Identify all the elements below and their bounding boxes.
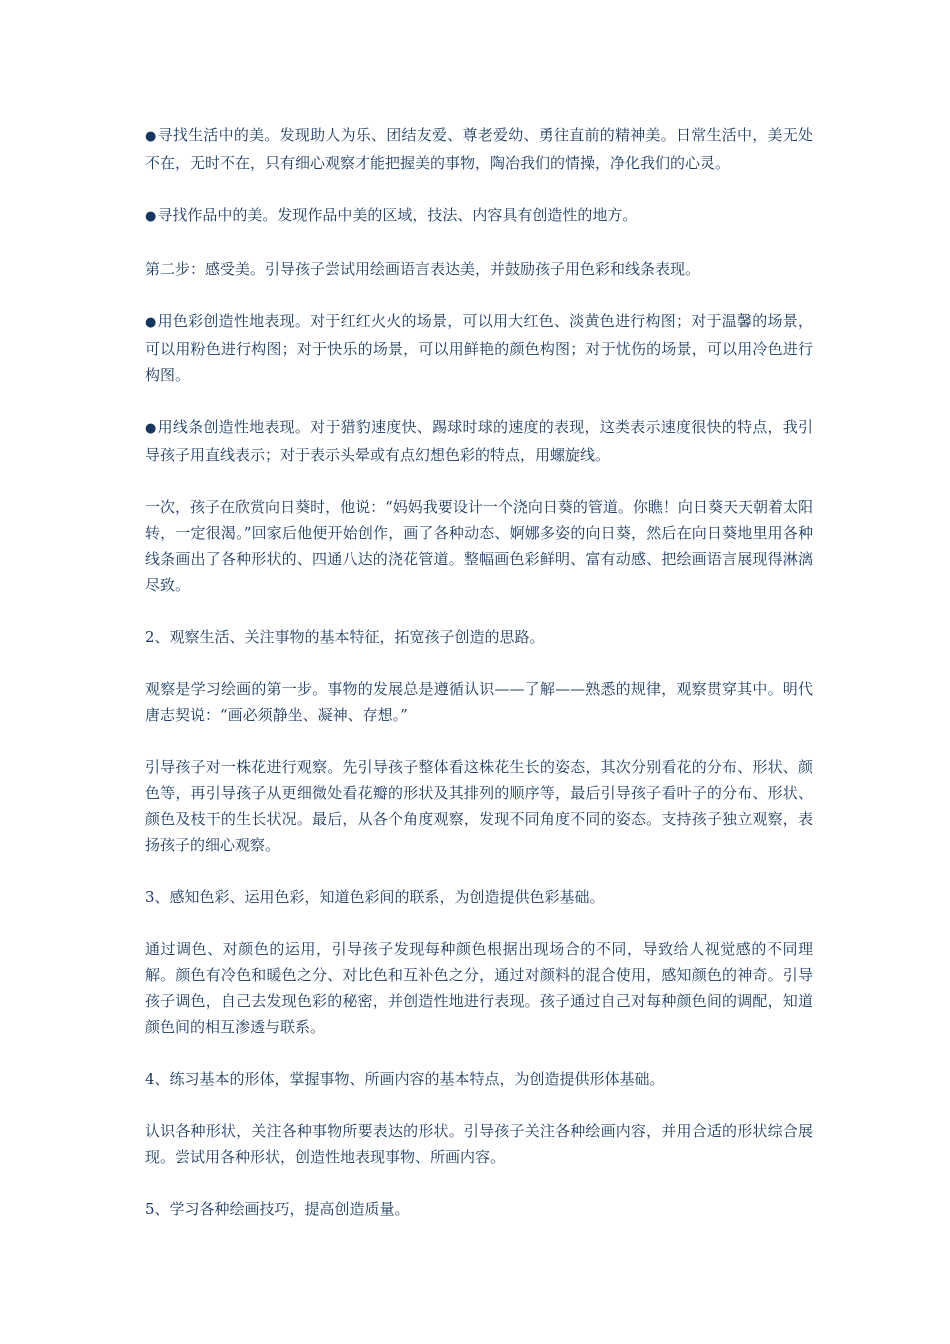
paragraph-3 xyxy=(145,256,813,282)
section-heading-3 xyxy=(145,884,813,910)
paragraph-9 xyxy=(145,754,813,858)
paragraph-text: 用线条创造性地表现。对于猎豹速度快、踢球时球的速度的表现，这类表示速度很快的特点，我引导孩子用直线表示；对于表示头晕或有点幻想色彩的特点，用螺旋线。 xyxy=(145,418,813,464)
paragraph-8 xyxy=(145,676,813,728)
bullet-icon: ● xyxy=(145,209,157,224)
bullet-icon: ● xyxy=(145,129,157,144)
section-heading-5 xyxy=(145,1196,813,1222)
paragraph-text: 寻找作品中的美。发现作品中美的区域，技法、内容具有创造性的地方。 xyxy=(157,206,638,224)
paragraph-text: 一次，孩子在欣赏向日葵时，他说：“妈妈我要设计一个浇向日葵的管道。你瞧！向日葵天天朝着太阳转，一定很渴。”回家后他便开始创作，画了各种动态、婀娜多姿的向日葵，然后在向日葵地里用各种线条画出了各种形状的、四通八达的浇花管道。整幅画色彩鲜明、富有动感、把绘画语言展现得淋漓尽致。 xyxy=(145,498,813,594)
paragraph-11 xyxy=(145,936,813,1040)
section-heading-2 xyxy=(145,624,813,650)
paragraph-text: 2、观察生活、关注事物的基本特征，拓宽孩子创造的思路。 xyxy=(145,628,545,646)
paragraph-5 xyxy=(145,414,813,468)
paragraph-text: 认识各种形状，关注各种事物所要表达的形状。引导孩子关注各种绘画内容，并用合适的形状综合展现。尝试用各种形状，创造性地表现事物、所画内容。 xyxy=(145,1122,813,1166)
paragraph-text: 引导孩子对一株花进行观察。先引导孩子整体看这株花生长的姿态，其次分别看花的分布、形状、颜色等，再引导孩子从更细微处看花瓣的形状及其排列的顺序等，最后引导孩子看叶子的分布、形状、颜色及枝干的生长状况。最后，从各个角度观察，发现不同角度不同的姿态。支持孩子独立观察，表扬孩子的细心观察。 xyxy=(145,758,813,854)
paragraph-text: 用色彩创造性地表现。对于红红火火的场景，可以用大红色、淡黄色进行构图；对于温馨的场景，可以用粉色进行构图；对于快乐的场景，可以用鲜艳的颜色构图；对于忧伤的场景，可以用冷色进行构图。 xyxy=(145,312,813,384)
paragraph-text: 寻找生活中的美。发现助人为乐、团结友爱、尊老爱幼、勇往直前的精神美。日常生活中，美无处不在，无时不在，只有细心观察才能把握美的事物，陶冶我们的情操，净化我们的心灵。 xyxy=(145,126,813,172)
paragraph-1 xyxy=(145,122,813,176)
section-heading-4 xyxy=(145,1066,813,1092)
paragraph-4 xyxy=(145,308,813,388)
paragraph-text: 4、练习基本的形体，掌握事物、所画内容的基本特点，为创造提供形体基础。 xyxy=(145,1070,665,1088)
paragraph-text: 3、感知色彩、运用色彩，知道色彩间的联系，为创造提供色彩基础。 xyxy=(145,888,605,906)
paragraph-13 xyxy=(145,1118,813,1170)
bullet-icon: ● xyxy=(145,315,157,330)
paragraph-text: 第二步：感受美。引导孩子尝试用绘画语言表达美，并鼓励孩子用色彩和线条表现。 xyxy=(145,260,701,278)
document-body xyxy=(145,122,813,1248)
paragraph-2 xyxy=(145,202,813,230)
paragraph-text: 通过调色、对颜色的运用，引导孩子发现每种颜色根据出现场合的不同，导致给人视觉感的不同理解。颜色有冷色和暖色之分、对比色和互补色之分，通过对颜料的混合使用，感知颜色的神奇。引导孩子调色，自己去发现色彩的秘密，并创造性地进行表现。孩子通过自己对每种颜色间的调配，知道颜色间的相互渗透与联系。 xyxy=(145,940,813,1036)
paragraph-6 xyxy=(145,494,813,598)
paragraph-text: 5、学习各种绘画技巧，提高创造质量。 xyxy=(145,1200,410,1218)
paragraph-text: 观察是学习绘画的第一步。事物的发展总是遵循认识——了解——熟悉的规律，观察贯穿其中。明代唐志契说：“画必须静坐、凝神、存想。” xyxy=(145,680,813,724)
bullet-icon: ● xyxy=(145,421,157,436)
